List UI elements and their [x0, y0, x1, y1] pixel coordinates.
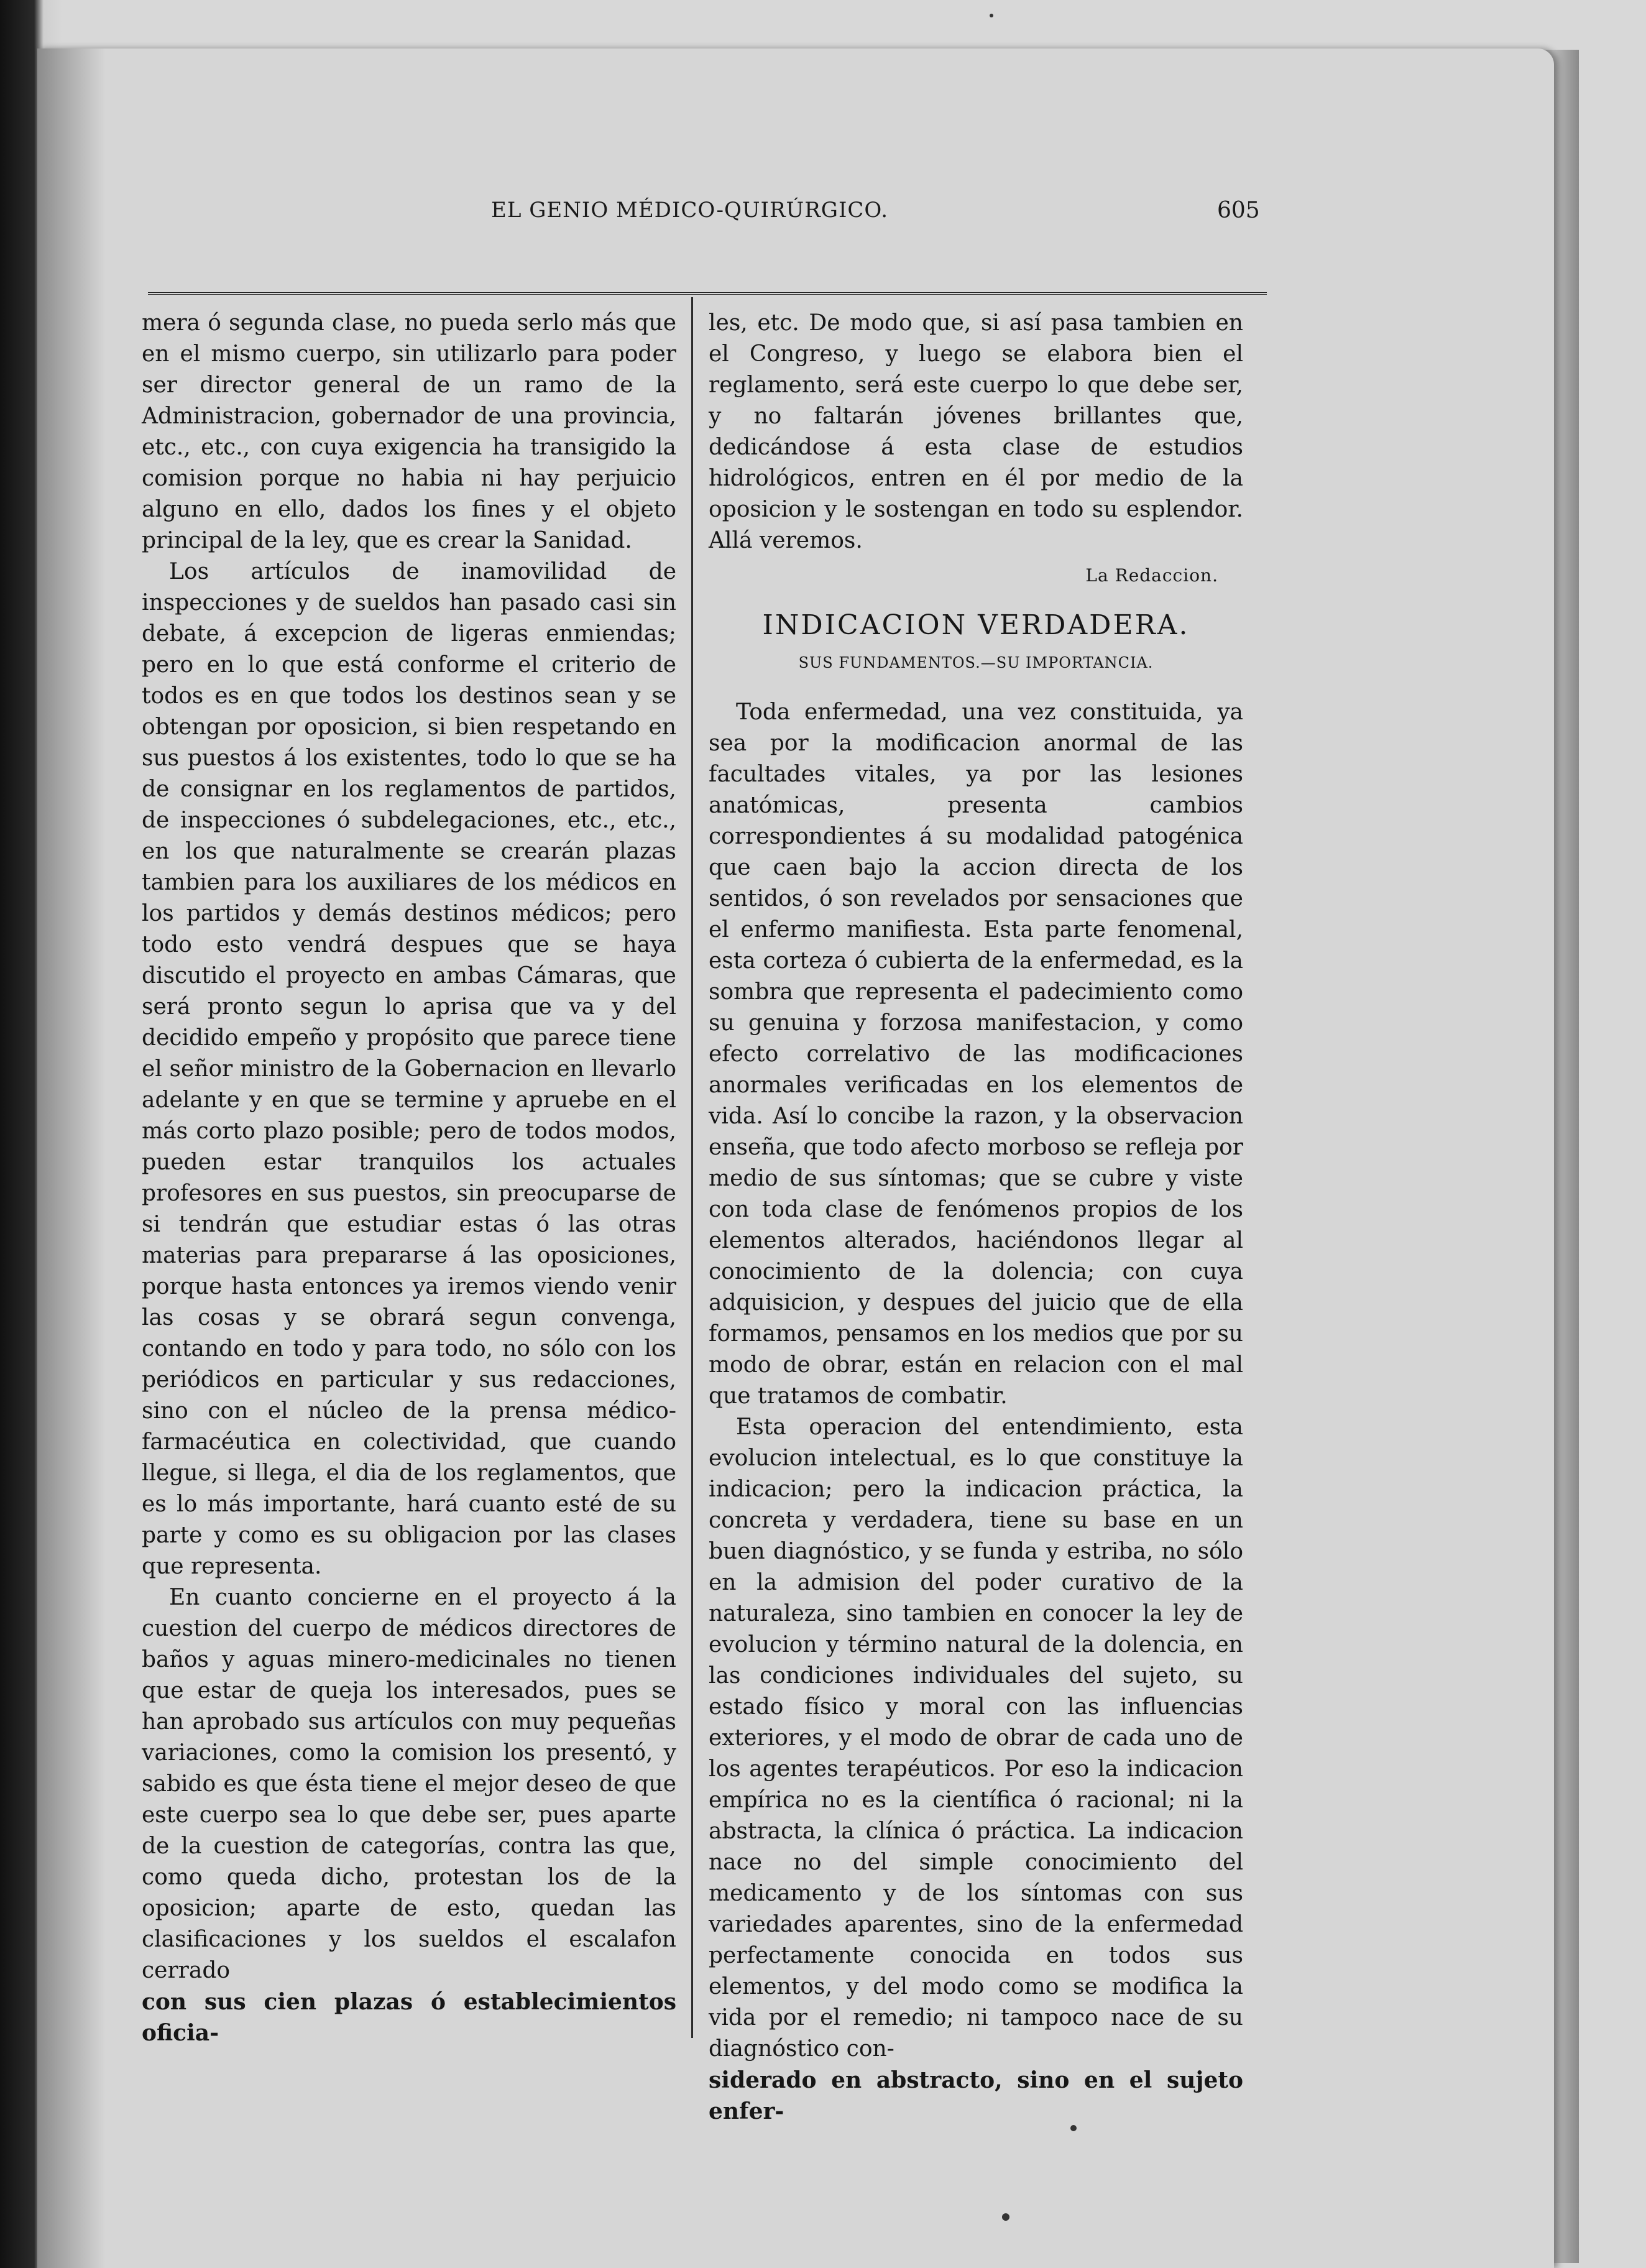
right-paragraph-3-last-line: siderado en abstracto, sino en el sujeto enfer-: [709, 2067, 1243, 2124]
running-title: EL GENIO MÉDICO-QUIRÚRGICO.: [491, 198, 889, 223]
gutter-shadow: [37, 48, 106, 2268]
right-paragraph-1: les, etc. De modo que, si así pasa tambien en el Congreso, y luego se elabora bien el reglamento, será este cuerpo lo que debe ser, y no faltarán jóvenes brillantes que, dedicándose á esta clase de estudios hidrológicos, entren en él por medio de la oposicion y le sostengan en todo su esplendor. Allá veremos.: [709, 310, 1243, 553]
left-paragraph-1: mera ó segunda clase, no pueda serlo más que en el mismo cuerpo, sin utilizarlo para poder ser director general de un ramo de la Administracion, gobernador de una provincia, etc., etc., con cuya exigencia ha transigido la comision porque no habia ni hay perjuicio alguno en ello, dados los fines y el objeto principal de la ley, que es crear la Sanidad.: [142, 310, 676, 553]
left-paragraph-2: Los artículos de inamovilidad de inspecciones y de sueldos han pasado casi sin debate, á excepcion de ligeras enmiendas; pero en lo que está conforme el criterio de todos es en que todos los destinos sean y se obtengan por oposicion, si bien respetando en sus puestos á los existentes, todo lo que se ha de consignar en los reglamentos de partidos, de inspecciones ó subdelegaciones, etc., etc., en los que naturalmente se crearán plazas tambien para los auxiliares de los médicos en los partidos y demás destinos médicos; pero todo esto vendrá despues que se haya discutido el proyecto en ambas Cámaras, que será pronto segun lo aprisa que va y del decidido empeño y propósito que parece tiene el señor ministro de la Gobernacion en llevarlo adelante y en que se termine y apruebe en el más corto plazo posible; pero de todos modos, pueden estar tranquilos los actuales profesores en sus puestos, sin preocuparse de si tendrán que estudiar estas ó las otras materias para prepararse á las oposiciones, porque hasta entonces ya iremos viendo venir las cosas y se obrará segun convenga, contando en todo y para todo, no sólo con los periódicos en particular y sus redacciones, sino con el núcleo de la prensa médico-farmacéutica en colectividad, que cuando llegue, si llega, el dia de los reglamentos, que es lo más importante, hará cuanto esté de su parte y como es su obligacion por las clases que representa.: [142, 559, 676, 1579]
ink-speck: [1002, 2213, 1009, 2221]
left-paragraph-3-last-line: con sus cien plazas ó establecimientos oficia-: [142, 1989, 676, 2046]
left-column: [142, 308, 676, 2049]
editorial-signature: La Redaccion.: [1085, 565, 1218, 586]
running-head: [148, 198, 1267, 235]
column-divider: [691, 297, 693, 2038]
ink-speck: [1070, 2125, 1077, 2131]
article-subtitle: SUS FUNDAMENTOS.—SU IMPORTANCIA.: [798, 654, 1154, 671]
left-paragraph-3: En cuanto concierne en el proyecto á la cuestion del cuerpo de médicos directores de baños y aguas minero-medicinales no tienen que estar de queja los interesados, pues se han aprobado sus artículos con muy pequeñas variaciones, como la comision los presentó, y sabido es que ésta tiene el mejor deseo de que este cuerpo sea lo que debe ser, pues aparte de la cuestion de categorías, contra las que, como queda dicho, protestan los de la oposicion; aparte de esto, quedan las clasificaciones y los sueldos el escalafon cerrado: [142, 1585, 676, 1983]
right-paragraph-3: Esta operacion del entendimiento, esta evolucion intelectual, es lo que constituye la indicacion; pero la indicacion práctica, la concreta y verdadera, tiene su base en un buen diagnóstico, y se funda y estriba, no sólo en la admision del poder curativo de la naturaleza, sino tambien en conocer la ley de evolucion y término natural de la dolencia, en las condiciones individuales del sujeto, su estado físico y moral con las influencias exteriores, y el modo de obrar de cada uno de los agentes terapéuticos. Por eso la indicacion empírica no es la científica ó racional; ni la abstracta, la clínica ó práctica. La indicacion nace no del simple conocimiento del medicamento y de los síntomas con sus variedades aparentes, sino de la enfermedad perfectamente conocida en todos sus elementos, y del modo como se modifica la vida por el remedio; ni tampoco nace de su diagnóstico con-: [709, 1414, 1243, 2062]
header-rule: [148, 292, 1267, 295]
ink-speck: [990, 14, 993, 17]
right-paragraph-2: Toda enfermedad, una vez constituida, ya sea por la modificacion anormal de las facultades vitales, ya por las lesiones anatómicas, presenta cambios correspondientes á su modalidad patogénica que caen bajo la accion directa de los sentidos, ó son revelados por sensaciones que el enfermo manifiesta. Esta parte fenomenal, esta corteza ó cubierta de la enfermedad, es la sombra que representa el padecimiento como su genuina y forzosa manifestacion, y como efecto correlativo de las modificaciones anormales verificadas en los elementos de vida. Así lo concibe la razon, y la observacion enseña, que todo afecto morboso se refleja por medio de sus síntomas; que se cubre y viste con toda clase de fenómenos propios de los elementos alterados, haciéndonos llegar al conocimiento de la dolencia; con cuya adquisicion, y despues del juicio que de ella formamos, pensamos en los medios que por su modo de obrar, están en relacion con el mal que tratamos de combatir.: [709, 699, 1243, 1409]
right-column: [709, 308, 1243, 2127]
page-number: 605: [1217, 198, 1260, 223]
article-title: INDICACION VERDADERA.: [762, 609, 1190, 641]
